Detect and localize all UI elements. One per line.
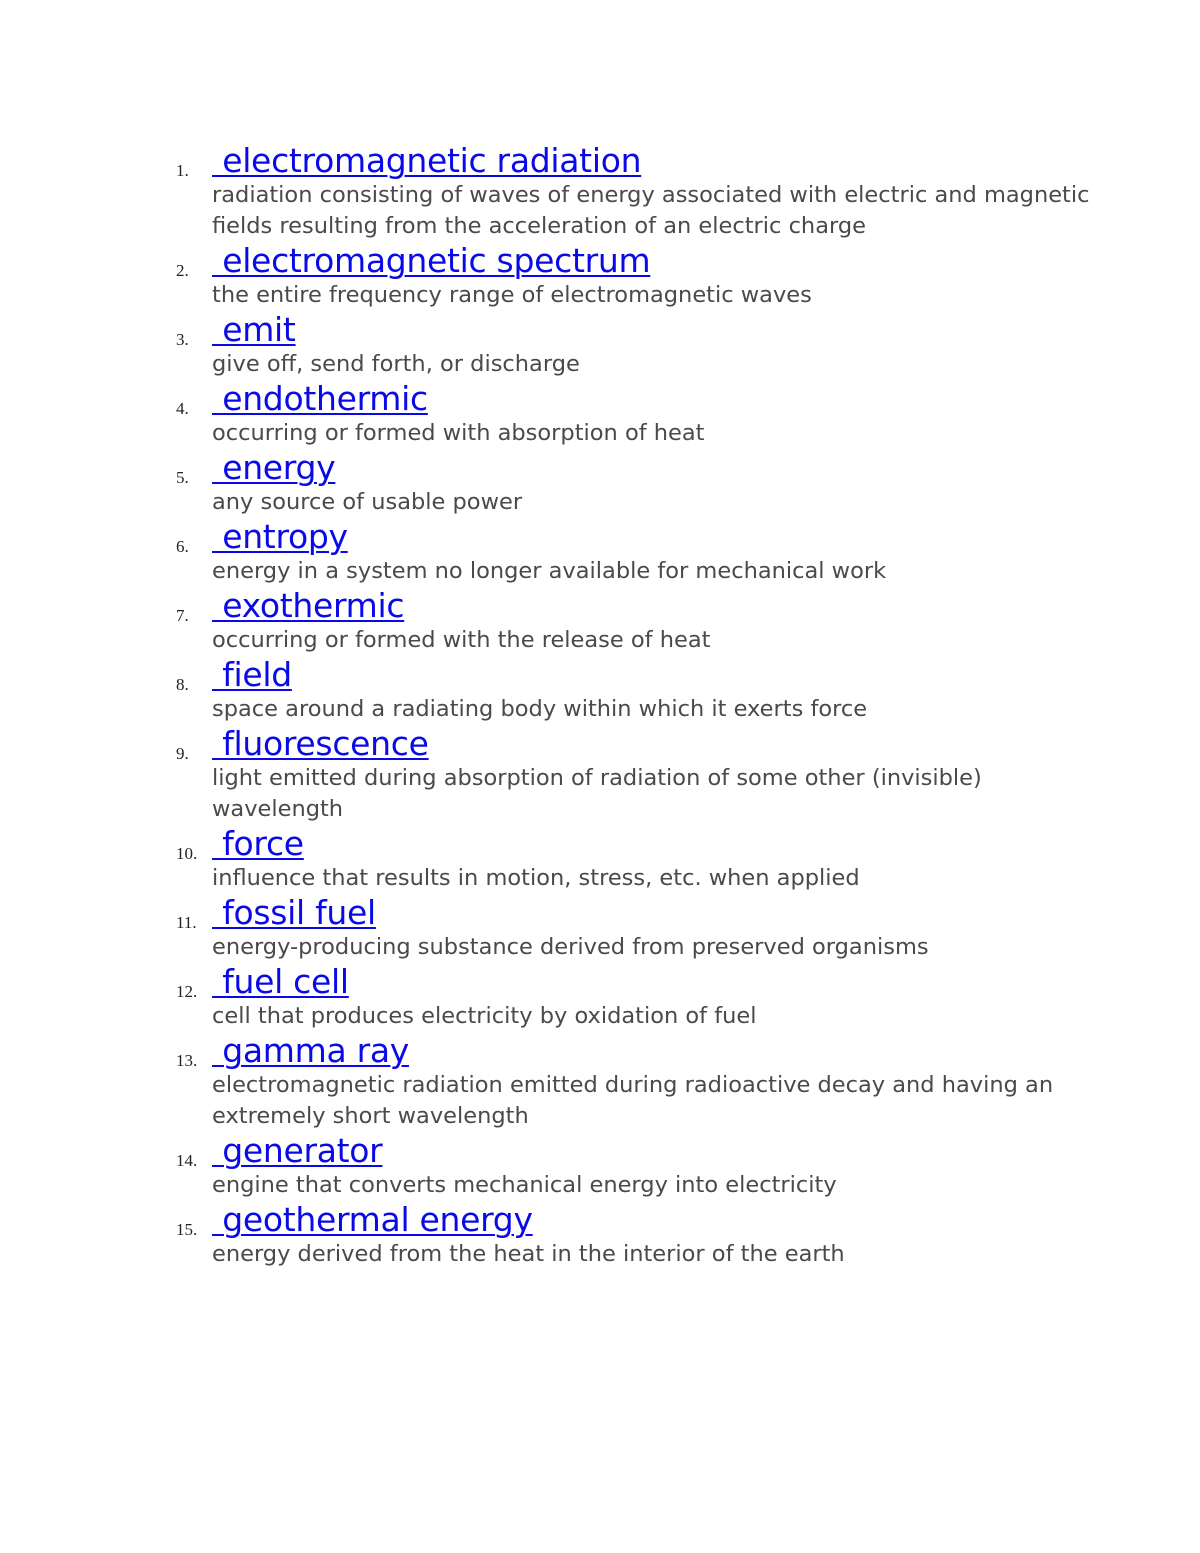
term-link[interactable]: generator (212, 1131, 383, 1170)
item-number: 5. (176, 468, 189, 487)
list-item (170, 1201, 1090, 1270)
list-item (170, 825, 1090, 894)
item-number: 11. (176, 913, 197, 932)
definition: energy derived from the heat in the interior of the earth (212, 1241, 845, 1267)
list-item (170, 311, 1090, 380)
item-number: 7. (176, 606, 189, 625)
term-link[interactable]: endothermic (212, 379, 428, 418)
list-item (170, 242, 1090, 311)
definition: occurring or formed with absorption of heat (212, 420, 705, 446)
list-item (170, 1132, 1090, 1201)
definition: the entire frequency range of electromagnetic waves (212, 282, 812, 308)
term-link[interactable]: field (212, 655, 292, 694)
term-link[interactable]: gamma ray (212, 1031, 409, 1070)
item-number: 12. (176, 982, 198, 1001)
item-number: 13. (176, 1051, 198, 1070)
term-link[interactable]: emit (212, 310, 296, 349)
term-link[interactable]: entropy (212, 517, 348, 556)
item-number: 1. (176, 161, 189, 180)
term-link[interactable]: force (212, 824, 304, 863)
item-number: 8. (176, 675, 189, 694)
item-number: 6. (176, 537, 189, 556)
definition: give off, send forth, or discharge (212, 351, 580, 377)
term-link[interactable]: fuel cell (212, 962, 349, 1001)
definition: occurring or formed with the release of heat (212, 627, 711, 653)
item-number: 10. (176, 844, 198, 863)
definition: light emitted during absorption of radiation of some other (invisible) wavelength (212, 765, 982, 822)
list-item (170, 380, 1090, 449)
list-item (170, 587, 1090, 656)
item-number: 4. (176, 399, 189, 418)
definition: energy in a system no longer available for mechanical work (212, 558, 887, 584)
definition: engine that converts mechanical energy into electricity (212, 1172, 837, 1198)
definition: radiation consisting of waves of energy associated with electric and magnetic fields resulting from the acceleration of an electric charge (212, 182, 1090, 239)
definition: space around a radiating body within which it exerts force (212, 696, 868, 722)
term-link[interactable]: exothermic (212, 586, 405, 625)
definition: energy-producing substance derived from preserved organisms (212, 934, 929, 960)
definition: any source of usable power (212, 489, 523, 515)
term-link[interactable]: fluorescence (212, 724, 429, 763)
term-link[interactable]: energy (212, 448, 336, 487)
item-number: 15. (176, 1220, 198, 1239)
item-number: 3. (176, 330, 189, 349)
definition: cell that produces electricity by oxidation of fuel (212, 1003, 757, 1029)
term-link[interactable]: electromagnetic spectrum (212, 241, 651, 280)
list-item (170, 1032, 1090, 1132)
term-link[interactable]: electromagnetic radiation (212, 141, 642, 180)
term-link[interactable]: geothermal energy (212, 1200, 533, 1239)
list-item (170, 142, 1090, 242)
item-number: 14. (176, 1151, 198, 1170)
list-item (170, 963, 1090, 1032)
definition: influence that results in motion, stress, etc. when applied (212, 865, 860, 891)
list-item (170, 449, 1090, 518)
definition: electromagnetic radiation emitted during radioactive decay and having an extremely short wavelength (212, 1072, 1054, 1129)
item-number: 9. (176, 744, 189, 763)
list-item (170, 656, 1090, 725)
list-item (170, 725, 1090, 825)
list-item (170, 894, 1090, 963)
list-item (170, 518, 1090, 587)
item-number: 2. (176, 261, 189, 280)
vocabulary-list (170, 142, 1090, 1270)
term-link[interactable]: fossil fuel (212, 893, 376, 932)
